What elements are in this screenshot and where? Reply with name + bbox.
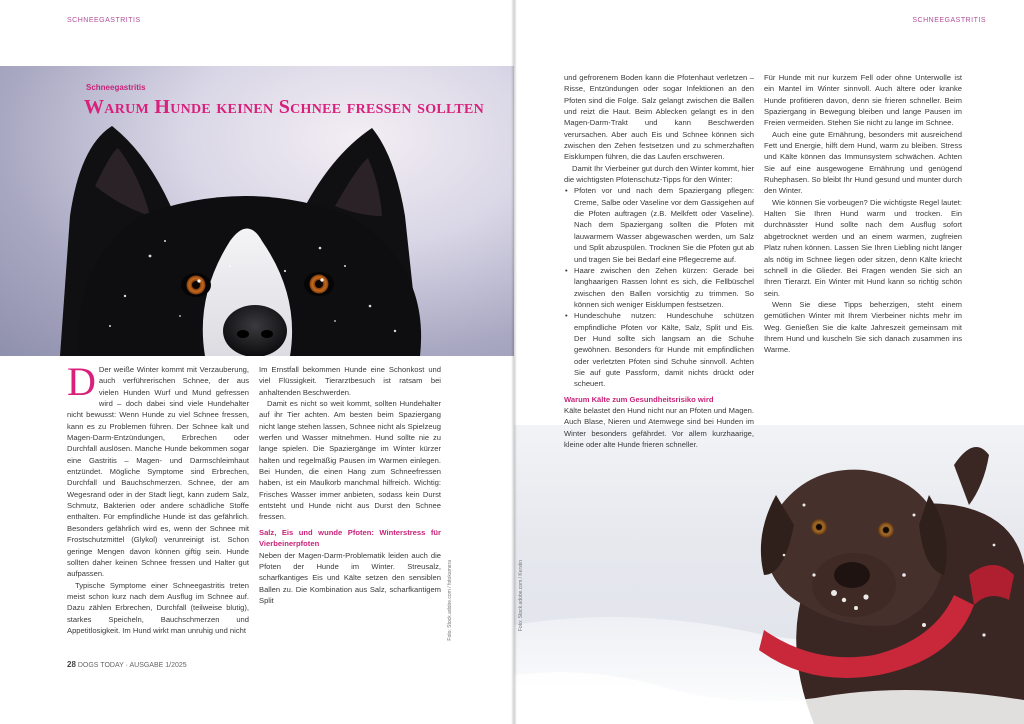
photo-credit-right: Foto: Stock.adobe.com / Kerstin bbox=[518, 560, 524, 632]
page-folio bbox=[67, 660, 187, 669]
list-item: • Haare zwischen den Zehen kürzen: Gerade bei langhaarigen Rassen lohnt es sich, die Fellbüschel zwischen den Ballen vorsichtig zu trimmen. So können sich weniger Eisklumpen festsetzen. bbox=[564, 265, 754, 310]
paragraph: Kälte belastet den Hund nicht nur an Pfoten und Magen. Auch Blase, Nieren und Atemwege sind bei Hunden im Winter besonders gefährdet. Vor allem kurzhaarige, kleine oder alte Hunde frieren schneller. bbox=[564, 405, 754, 449]
publication-name: DOGS TODAY · AUSGABE 1/2025 bbox=[77, 662, 187, 669]
paragraph: Für Hunde mit nur kurzem Fell oder ohne Unterwolle ist ein Mantel im Winter sinnvoll. Auch ältere oder kranke Hunde profitieren davon, denn sie frieren schneller. Beim Spaziergang in Bewegung bleiben und lange Pausen im Freien vermeiden. Stehen Sie nicht zu lange im Schnee. bbox=[764, 73, 962, 128]
article-kicker: Schneegastritis bbox=[86, 83, 146, 92]
paragraph: Damit es nicht so weit kommt, sollten Hundehalter auf ihr Tier achten. Am besten beim Spaziergang nicht lange stehen lassen, Schnee nicht als Spielzeug werfen und Wasser mitnehmen. Hund sollte nie zu lange spielen. Die Spaziergänge im Winter kürzer halten und regelmäßig Pausen im Warmen einlegen. Bei Hunden, die einen Hang zum Schneefressen haben, ist ein Maulkorb manchmal hilfreich. Wichtig: Frisches Wasser immer anbieten, sodass kein Durst entsteht und Hunde nicht aus Durst den Schnee fressen. bbox=[259, 399, 441, 522]
paragraph: Wie können Sie vorbeugen? Die wichtigste Regel lautet: Halten Sie Ihren Hund warm und trocken. Ein durchnässter Hund sollte nach dem Ausflug sofort abgetrocknet werden und an einem warmen, zugfreien Platz ruhen können. Lassen Sie Ihren Liebling nicht länger als nötig im Schnee liegen oder sitzen, denn Kälte kriecht schnell in die Glieder. Bei Fragen wenden Sie sich an Ihren Tierarzt. Ein Winter mit Hund kann so richtig schön sein. bbox=[764, 197, 962, 298]
list-item: • Hundeschuhe nutzen: Hundeschuhe schützen empfindliche Pfoten vor Kälte, Salz, Split und Eis. Der Hund sollte sich langsam an die Schuhe gewöhnen. Besonders für Hunde mit empfindlichen oder verletzten Pfoten sind Schuhe sinnvoll. Achten Sie auf gute Passform, damit nichts drückt oder scheuert. bbox=[564, 310, 754, 389]
paragraph: Der weiße Winter kommt mit Verzauberung, auch verführerischen Schnee, der aus vielen Hunden Wurf und Mund gefressen wird – doch dabei sind viele Hundehalter nicht bewusst: Wenn Hunde zu viel Schnee fressen, kann es zu Problemen führen. Der Schnee kalt und Magen-Darm-Entzündungen, Erbrechen oder Durchfall auslösen. Manche Hunde bekommen sogar eine Gastritis – Magen- und Darmschleimhaut entzündet. Mögliche Symptome sind Erbrechen, Durchfall und Bauchschmerzen. Schnee, der am Wegesrand oder in der Stadt liegt, kann zudem Salz, Schmutz, Bakterien oder andere schädliche Stoffe enthalten. Für empfindliche Hunde ist das gefährlich. Besonders gefährlich wird es, wenn der Schnee mit Frostschutzmittel (Glykol) verunreinigt ist. Schon geringe Mengen davon können giftig sein. Hunde sollten daher keinen Schnee fressen und Halter gut aufpassen. bbox=[67, 365, 249, 579]
paragraph: Im Ernstfall bekommen Hunde eine Schonkost und viel Flüssigkeit. Tierarztbesuch ist ratsam bei anhaltenden Beschwerden. bbox=[259, 365, 441, 397]
spine-gutter bbox=[511, 0, 517, 724]
drop-cap: D bbox=[67, 364, 96, 404]
paragraph: Typische Symptome einer Schneegastritis treten meist schon kurz nach dem Ausflug im Schnee auf. Dazu zählen Erbrechen, Durchfall (teilweise blutig), starkes Speicheln, Bauchschmerzen und Appetitlosigkeit. Im Hund wirkt man unruhig und nicht bbox=[67, 580, 249, 635]
right-page bbox=[514, 0, 1024, 724]
paragraph: Auch eine gute Ernährung, besonders mit ausreichend Fett und Energie, hilft dem Hund, warm zu bleiben. Stress und Kälte können das Immunsystem schwächen. Achten Sie auf eine ausgewogene Ernährung und genügend Ruhephasen. So bleibt Ihr Hund gesund und munter durch den Winter. bbox=[764, 129, 962, 196]
paragraph: und gefrorenem Boden kann die Pfotenhaut verletzen – Risse, Entzündungen oder sogar Infektionen an den Pfoten sind die Folge. Salz gelangt zwischen die Ballen und reizt die Haut. Beim Ablecken gelangt es in den Magen-Darm-Trakt und kann Beschwerden verursachen. Aber auch Eis und Schnee können sich zwischen den Zehen festsetzen und zu schmerzhaften Eisklumpen führen, die das Laufen erschweren. bbox=[564, 73, 754, 162]
photo-credit-left: Foto: Stock.adobe.com / fotokamera bbox=[447, 560, 453, 641]
right-column-1 bbox=[564, 72, 754, 492]
list-item: • Pfoten vor und nach dem Spaziergang pflegen: Creme, Salbe oder Vaseline vor dem Gassigehen auf die Pfoten auftragen (z.B. Melkfett oder Vaseline). Nach dem Spaziergang sollten die Pfoten mit lauwarmem Wasser abgewaschen werden, um Salz und Split abzuspülen. Trocknen Sie die Pfoten gut ab und tragen Sie bei Bedarf eine Pflegecreme auf. bbox=[564, 185, 754, 264]
paragraph: Wenn Sie diese Tipps beherzigen, steht einem gemütlichen Winter mit Ihrem Vierbeiner nichts mehr im Weg. Genießen Sie die kalte Jahreszeit gemeinsam mit Ihrem Hund und kuscheln Sie sich danach zusammen ins Warme. bbox=[764, 299, 962, 355]
left-column-2 bbox=[259, 364, 441, 658]
subheading: Warum Kälte zum Gesundheitsrisiko wird bbox=[564, 394, 714, 404]
tips-list bbox=[564, 185, 754, 389]
right-column-2 bbox=[764, 72, 962, 432]
running-head-right: SCHNEEGASTRITIS bbox=[912, 17, 986, 24]
paragraph: Damit Ihr Vierbeiner gut durch den Winter kommt, hier die wichtigsten Pfotenschutz-Tipps für den Winter: bbox=[564, 163, 754, 185]
paragraph: Neben der Magen-Darm-Problematik leiden auch die Pfoten der Hunde im Winter. Streusalz, scharfkantiges Eis und Kälte setzen den sensiblen Ballen zu. Die Kombination aus Salz, scharfkantigem Split bbox=[259, 550, 441, 605]
article-headline: Warum Hunde keinen Schnee fressen sollten bbox=[84, 96, 485, 118]
subheading: Salz, Eis und wunde Pfoten: Winterstress für Vierbeinerpfoten bbox=[259, 527, 441, 549]
page-number: 28 bbox=[67, 660, 76, 669]
running-head-left: SCHNEEGASTRITIS bbox=[67, 17, 141, 24]
left-column-1 bbox=[67, 364, 249, 658]
